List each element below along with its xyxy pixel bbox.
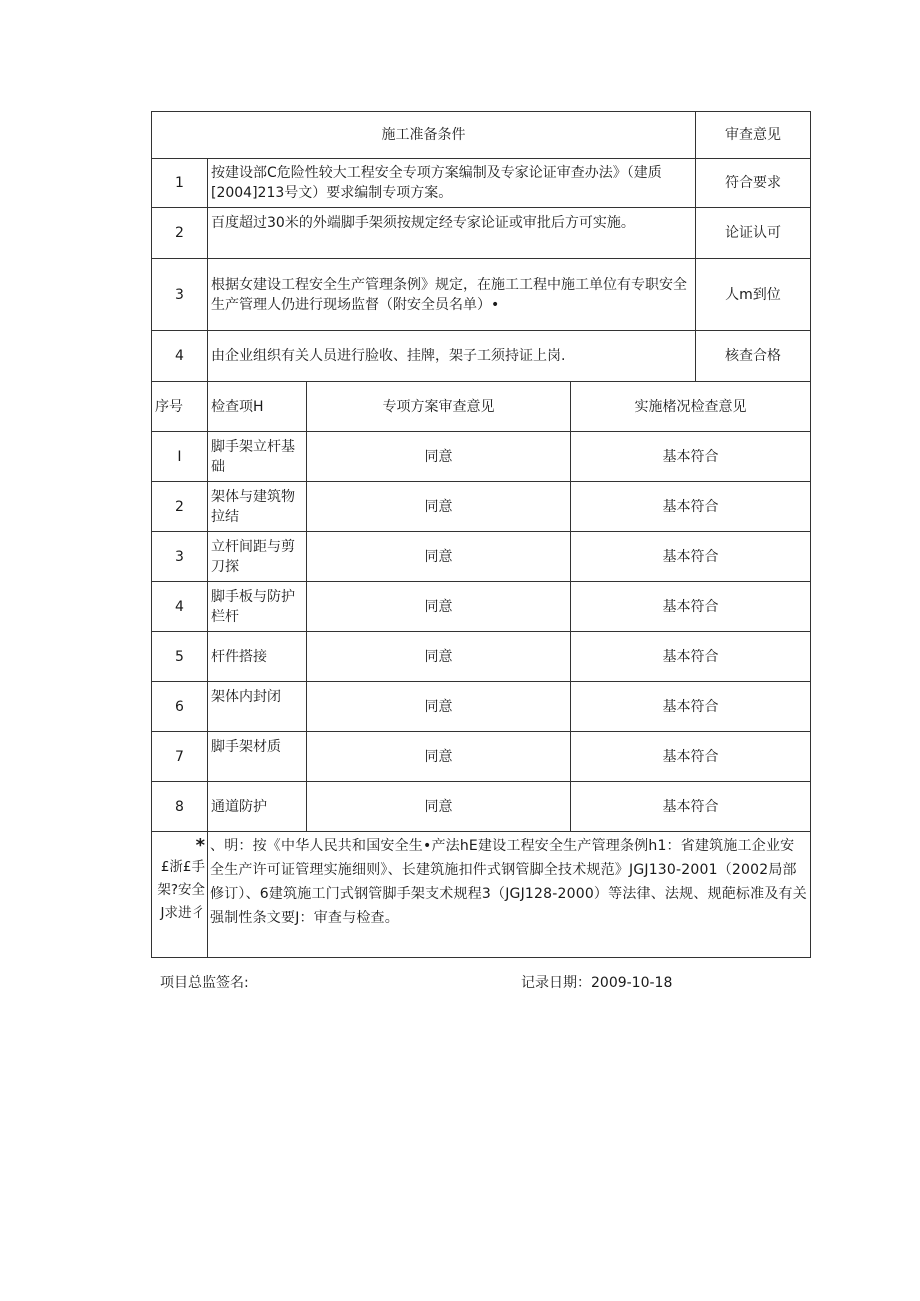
inspection-impl: 基本符合 [571,532,811,582]
inspection-no: 3 [152,532,208,582]
inspection-impl: 基本符合 [571,682,811,732]
inspection-row [152,732,811,782]
prep-no: 4 [152,331,208,382]
inspection-plan: 同意 [307,782,571,832]
prep-text: 根据女建设工程安全生产管理条例》规定，在施工工程中施工单位有专职安全生产管理人仍进行现场监督（附安全员名单）• [208,259,696,331]
prep-opinion: 符合要求 [696,159,811,208]
prep-opinion-header: 审查意见 [696,112,811,159]
inspection-no: 6 [152,682,208,732]
prep-row [152,259,811,331]
prep-no: 3 [152,259,208,331]
inspection-row [152,532,811,582]
note-label-line: £浙£手 [160,859,205,875]
inspection-row [152,582,811,632]
inspection-impl: 基本符合 [571,782,811,832]
inspection-item: 立杆间距与剪刀探 [208,532,307,582]
inspection-no: 2 [152,482,208,532]
review-form [151,111,810,958]
inspection-plan-header: 专项方案审查意见 [307,382,571,432]
note-label-line: J求进彳 [160,905,205,921]
prep-opinion: 人m到位 [696,259,811,331]
inspection-impl: 基本符合 [571,732,811,782]
inspection-no-header: 序号 [152,382,208,432]
inspection-no: 5 [152,632,208,682]
prep-no: 2 [152,208,208,259]
inspection-no: 7 [152,732,208,782]
inspection-impl-header: 实施楮况检查意见 [571,382,811,432]
inspection-item: 脚手架材质 [208,732,307,782]
prep-condition-header: 施工准备条件 [152,112,696,159]
note-label-line: * [195,835,205,856]
inspection-item: 架体与建筑物拉结 [208,482,307,532]
inspection-no: 4 [152,582,208,632]
inspection-plan: 同意 [307,532,571,582]
note-text: 、明：按《中华人民共和国安全生•产法hE建设工程安全生产管理条例h1：省建筑施工企业安全生产许可证管理实施细则》、长建筑施扣件式钢管脚全技术规范》JGJ130-2001（2002局部修订）、6建筑施工门式钢管脚手架支术规程3（JGJ128-2000）等法律、法规、规葩标准及有关强制性条文要J：审查与检查。 [208,832,811,958]
inspection-row [152,782,811,832]
inspection-impl: 基本符合 [571,432,811,482]
inspection-item: 架体内封闭 [208,682,307,732]
inspection-item: 通道防护 [208,782,307,832]
inspection-plan: 同意 [307,632,571,682]
inspection-impl: 基本符合 [571,482,811,532]
prep-row [152,331,811,382]
inspection-plan: 同意 [307,682,571,732]
inspection-no: 8 [152,782,208,832]
note-row [152,832,811,958]
prep-header-row [152,112,811,159]
inspection-item-header: 检查项H [208,382,307,432]
record-date: 记录日期：2009-10-18 [521,975,673,991]
prep-row [152,208,811,259]
inspection-row [152,632,811,682]
inspection-plan: 同意 [307,732,571,782]
prep-text: 由企业组织有关人员进行脸收、挂牌，架子工须持证上岗. [208,331,696,382]
inspection-no: I [152,432,208,482]
inspection-impl: 基本符合 [571,632,811,682]
prep-row [152,159,811,208]
inspection-impl: 基本符合 [571,582,811,632]
supervisor-signature-label: 项目总监签名: [160,975,249,991]
review-table [151,111,811,958]
prep-text: 百度超过30米的外端脚手架须按规定经专家论证或审批后方可实施。 [208,208,696,259]
inspection-item: 杆件搭接 [208,632,307,682]
inspection-header-row [152,382,811,432]
prep-opinion: 论证认可 [696,208,811,259]
prep-no: 1 [152,159,208,208]
note-label [152,832,208,958]
inspection-plan: 同意 [307,582,571,632]
note-label-line: 架?安全 [157,882,205,898]
inspection-row [152,482,811,532]
inspection-row [152,432,811,482]
inspection-row [152,682,811,732]
prep-opinion: 核查合格 [696,331,811,382]
inspection-item: 脚手架立杆基础 [208,432,307,482]
prep-text: 按建设部C危险性较大工程安全专项方案编制及专家论证审查办法》（建质[2004]213号文）要求编制专项方案。 [208,159,696,208]
inspection-plan: 同意 [307,482,571,532]
inspection-plan: 同意 [307,432,571,482]
inspection-item: 脚手板与防护栏杆 [208,582,307,632]
